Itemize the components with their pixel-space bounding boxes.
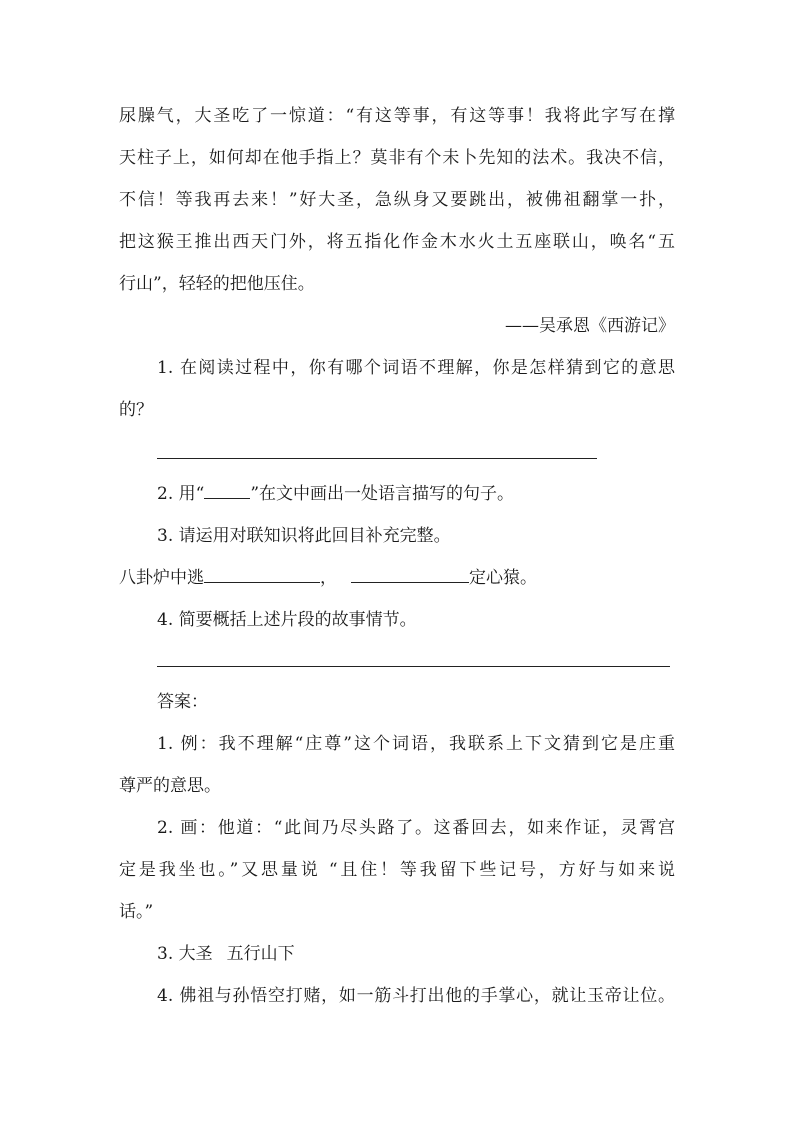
answer-1-line-1: 1. 例：我不理解“庄尊”这个词语，我联系上下文猜到它是庄重 bbox=[157, 734, 675, 754]
question-1-line-1: 1. 在阅读过程中，你有哪个词语不理解，你是怎样猜到它的意思 bbox=[157, 358, 675, 378]
answer-2-line-1: 2. 画：他道：“此间乃尽头路了。这番回去，如来作证，灵霄宫 bbox=[157, 818, 675, 838]
question-4-answer-line bbox=[157, 666, 670, 667]
question-3-blank-1 bbox=[204, 566, 320, 583]
question-3-prefix: 八卦炉中逃 bbox=[119, 568, 204, 588]
question-1-line-2: 的？ bbox=[119, 400, 153, 420]
answer-3 bbox=[157, 942, 675, 966]
answer-4: 4. 佛祖与孙悟空打赌，如一筋斗打出他的手掌心，就让玉帝让位。 bbox=[157, 986, 675, 1006]
answer-1-line-2: 尊严的意思。 bbox=[119, 776, 221, 796]
passage-line-4: 把这猴王推出西天门外，将五指化作金木水火土五座联山，唤名“五 bbox=[119, 232, 675, 252]
question-2 bbox=[157, 482, 675, 506]
question-3-suffix: 定心猿。 bbox=[469, 568, 537, 588]
question-2-underline-sample bbox=[204, 482, 250, 499]
passage-source: ——吴承恩《西游记》 bbox=[505, 316, 675, 336]
passage-line-2: 天柱子上，如何却在他手指上？莫非有个未卜先知的法术。我决不信， bbox=[119, 148, 675, 168]
answer-2-line-3: 话。” bbox=[119, 902, 154, 922]
question-2-suffix: ”在文中画出一处语言描写的句子。 bbox=[250, 484, 515, 504]
question-1-answer-line bbox=[157, 458, 597, 459]
question-4: 4. 简要概括上述片段的故事情节。 bbox=[157, 610, 417, 630]
question-3-blank-2 bbox=[351, 566, 469, 583]
passage-line-5: 行山”，轻轻的把他压住。 bbox=[119, 274, 315, 294]
answer-3-part-1: 3. 大圣 bbox=[157, 944, 213, 964]
question-3-couplet bbox=[119, 566, 675, 590]
question-3-comma: ， bbox=[320, 568, 337, 588]
passage-line-3: 不信！等我再去来！”好大圣，急纵身又要跳出，被佛祖翻掌一扑， bbox=[119, 190, 675, 210]
passage-line-1: 尿臊气，大圣吃了一惊道：“有这等事，有这等事！我将此字写在撑 bbox=[119, 106, 675, 126]
question-3: 3. 请运用对联知识将此回目补充完整。 bbox=[157, 526, 451, 546]
answer-2-line-2: 定是我坐也。”又思量说 “且住！等我留下些记号，方好与如来说 bbox=[119, 860, 675, 880]
answer-3-part-2: 五行山下 bbox=[226, 944, 295, 964]
answers-heading: 答案： bbox=[157, 692, 208, 712]
question-2-prefix: 2. 用“ bbox=[157, 484, 205, 504]
